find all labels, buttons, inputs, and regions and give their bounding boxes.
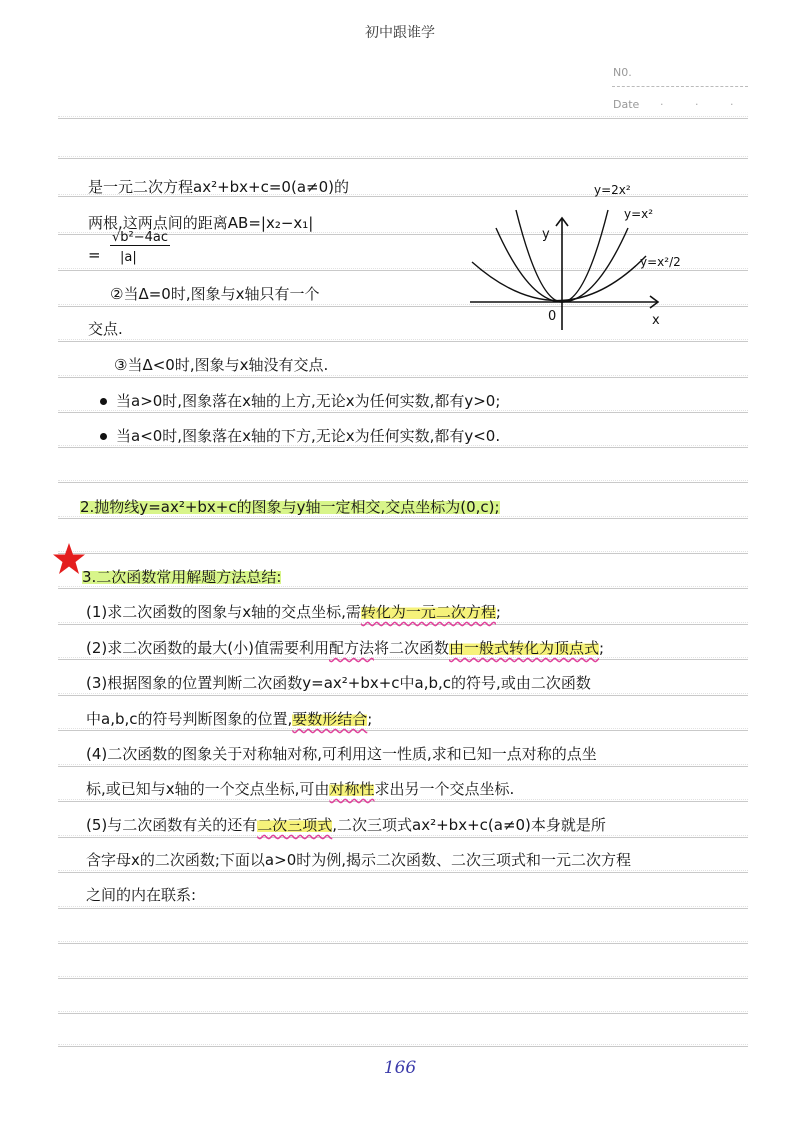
ruled-line (58, 730, 748, 731)
bullet-text-1: 当a>0时,图象落在x轴的上方,无论x为任何实数,都有y>0; (116, 392, 501, 410)
parabola-graph (468, 180, 698, 330)
ruled-line (58, 978, 748, 979)
ruled-line (58, 659, 748, 660)
ruled-line (58, 482, 748, 483)
item-2-text: 2.抛物线y=ax²+bx+c的图象与y轴一定相交,交点坐标为(0,c); (80, 498, 500, 516)
y-axis-label: y (542, 227, 550, 242)
method-3-highlight: 要数形结合 (292, 710, 368, 728)
distance-numerator: √b²−4ac (112, 230, 169, 245)
distance-denominator: |a| (120, 250, 137, 265)
method-3-text: 中a,b,c的符号判断图象的位置, (86, 710, 293, 728)
distance-equals: = (88, 246, 101, 264)
method-2 (86, 637, 604, 658)
ruled-line (58, 908, 748, 909)
ruled-line (58, 872, 748, 873)
bullet-dot (100, 433, 107, 440)
curve-y-half-x2 (472, 256, 646, 301)
bullet-dot (100, 398, 107, 405)
method-4-text: 标,或已知与x轴的一个交点坐标,可由 (86, 780, 330, 798)
ruled-line (58, 801, 748, 802)
method-5-line-1 (86, 814, 606, 835)
method-2-highlight: 由一般式转化为顶点式 (449, 639, 600, 657)
bullet-line-1 (100, 390, 500, 411)
date-label: Date (613, 98, 640, 111)
item-3-title (82, 566, 281, 587)
origin-label: 0 (548, 309, 557, 324)
method-2-end: ; (599, 639, 605, 657)
method-1-highlight: 转化为一元二次方程 (360, 603, 496, 621)
method-3-line-2 (86, 708, 372, 729)
method-2-underline: 配方法 (328, 639, 374, 657)
item-2 (80, 496, 500, 517)
ruled-line (58, 695, 748, 696)
method-4-highlight: 对称性 (329, 780, 375, 798)
ruled-line (58, 766, 748, 767)
ruled-line (58, 553, 748, 554)
no-line (612, 86, 748, 87)
ruled-line (58, 624, 748, 625)
ruled-line (58, 341, 748, 342)
method-4-line-1: (4)二次函数的图象关于对称轴对称,可利用这一性质,求和已知一点对称的点坐 (86, 745, 597, 763)
ruled-line (58, 943, 748, 944)
curve-label-y-2x2: y=2x² (594, 183, 631, 197)
note-line-4: ②当Δ=0时,图象与x轴只有一个 (110, 285, 320, 303)
method-4-end: 求出另一个交点坐标. (374, 780, 515, 798)
ruled-line (58, 158, 748, 159)
bullet-text-2: 当a<0时,图象落在x轴的下方,无论x为任何实数,都有y<0. (116, 427, 501, 445)
method-3-end: ; (367, 710, 373, 728)
ruled-line (58, 588, 748, 589)
method-4-line-2 (86, 778, 514, 799)
method-1-end: ; (495, 603, 501, 621)
x-axis-label: x (652, 313, 660, 328)
note-line-6: ③当Δ<0时,图象与x轴没有交点. (114, 356, 329, 374)
ruled-line (58, 412, 748, 413)
ruled-line (58, 377, 748, 378)
method-5-text: (5)与二次函数有关的还有 (86, 816, 258, 834)
note-line-2: 两根,这两点间的距离AB=|x₂−x₁| (88, 214, 314, 232)
method-3-line-1: (3)根据图象的位置判断二次函数y=ax²+bx+c中a,b,c的符号,或由二次函数 (86, 674, 591, 692)
ruled-line (58, 518, 748, 519)
method-2-text-mid: 将二次函数 (373, 639, 449, 657)
date-dots: · · · (660, 98, 748, 111)
method-2-text: (2)求二次函数的最大(小)值需要利用 (86, 639, 329, 657)
method-1-text: (1)求二次函数的图象与x轴的交点坐标,需 (86, 603, 361, 621)
curve-label-y-x2: y=x² (624, 207, 654, 221)
ruled-line (58, 1013, 748, 1014)
method-5-line-2: 含字母x的二次函数;下面以a>0时为例,揭示二次函数、二次三项式和一元二次方程 (86, 851, 632, 869)
page-number: 166 (383, 1058, 417, 1078)
ruled-line (58, 837, 748, 838)
bullet-line-2 (100, 425, 500, 446)
note-line-5: 交点. (88, 320, 123, 338)
no-label: N0. (613, 66, 632, 79)
method-5-text-end: ,二次三项式ax²+bx+c(a≠0)本身就是所 (332, 816, 606, 834)
method-5-highlight: 二次三项式 (257, 816, 333, 834)
method-1 (86, 601, 501, 622)
star-icon (52, 542, 86, 576)
ruled-line (58, 1046, 748, 1047)
item-3-title-text: 3.二次函数常用解题方法总结: (82, 568, 282, 586)
method-5-line-3: 之间的内在联系: (86, 886, 197, 904)
note-line-1: 是一元二次方程ax²+bx+c=0(a≠0)的 (88, 178, 349, 196)
ruled-line (58, 447, 748, 448)
curve-label-y-half-x2: y=x²/2 (640, 255, 681, 269)
ruled-line (58, 118, 748, 119)
header-title: 初中跟谁学 (365, 25, 435, 41)
